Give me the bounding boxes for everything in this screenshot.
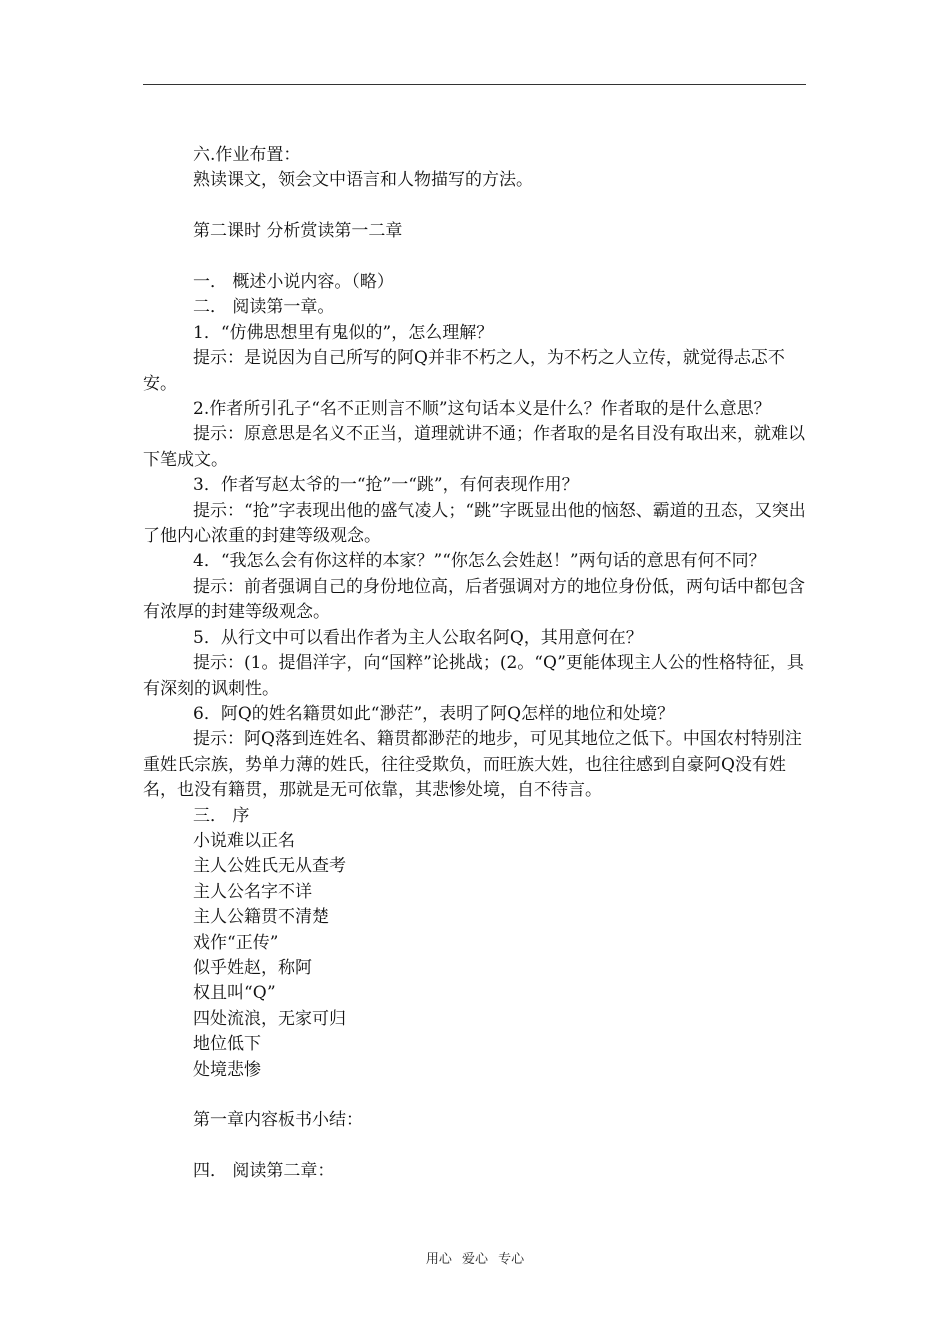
answer-5: 提示：(1。提倡洋字，向“国粹”论挑战；(2。“Q”更能体现主人公的性格特征，具有深刻的讽刺性。 bbox=[143, 653, 804, 699]
outline-line: 地位低下 bbox=[193, 1034, 261, 1055]
question-2: 2.作者所引孔子“名不正则言不顺”这句话本义是什么？作者取的是什么意思？ bbox=[193, 399, 771, 420]
question-5: 5．从行文中可以看出作者为主人公取名阿Q，其用意何在？ bbox=[193, 627, 643, 648]
part-heading-2: 二． 阅读第一章。 bbox=[193, 297, 335, 318]
question-4: 4．“我怎么会有你这样的本家？”“你怎么会姓赵！”两句话的意思有何不同？ bbox=[193, 551, 766, 572]
lesson-title: 第二课时 分析赏读第一二章 bbox=[193, 221, 403, 242]
section-heading: 六.作业布置： bbox=[193, 145, 301, 165]
outline-line: 主人公籍贯不清楚 bbox=[193, 907, 329, 928]
outline-line: 权且叫“Q” bbox=[193, 983, 276, 1004]
part-heading-4: 四． 阅读第二章： bbox=[193, 1161, 335, 1182]
question-3: 3．作者写赵太爷的一“抢”一“跳”，有何表现作用？ bbox=[193, 475, 579, 496]
document-body bbox=[143, 143, 807, 1185]
outline-line: 处境悲惨 bbox=[193, 1059, 261, 1080]
section-text: 熟读课文，领会文中语言和人物描写的方法。 bbox=[193, 170, 533, 191]
part-heading-1: 一． 概述小说内容。（略） bbox=[193, 272, 394, 292]
outline-line: 四处流浪，无家可归 bbox=[193, 1008, 346, 1029]
outline-line: 似乎姓赵，称阿 bbox=[193, 957, 312, 978]
answer-4: 提示：前者强调自己的身份地位高，后者强调对方的地位身份低，两句话中都包含有浓厚的封建等级观念。 bbox=[143, 576, 805, 623]
part-heading-3: 三． 序 bbox=[193, 805, 250, 826]
answer-1: 提示：是说因为自己所写的阿Q并非不朽之人，为不朽之人立传，就觉得忐忑不安。 bbox=[143, 348, 785, 394]
outline-line: 戏作“正传” bbox=[193, 932, 279, 953]
answer-3: 提示：“抢”字表现出他的盛气凌人；“跳”字既显出他的恼怒、霸道的丑态，又突出了他内心浓重的封建等级观念。 bbox=[143, 500, 806, 547]
page-footer: 用心 爱心 专心 bbox=[425, 1252, 525, 1267]
outline-line: 小说难以正名 bbox=[193, 830, 295, 851]
answer-2: 提示：原意思是名义不正当，道理就讲不通；作者取的是名目没有取出来，就难以下笔成文。 bbox=[143, 424, 805, 470]
answer-6: 提示：阿Q落到连姓名、籍贯都渺茫的地步，可见其地位之低下。中国农村特别注重姓氏宗族，势单力薄的姓氏，往往受欺负，而旺族大姓，也往往感到自豪阿Q没有姓名，也没有籍贯，那就是无可依靠，其悲惨处境，自不待言。 bbox=[143, 729, 802, 801]
header-rule bbox=[143, 84, 806, 85]
question-1: 1．“仿佛思想里有鬼似的”，怎么理解？ bbox=[193, 322, 494, 343]
question-6: 6．阿Q的姓名籍贯如此“渺茫”，表明了阿Q怎样的地位和处境？ bbox=[193, 703, 675, 724]
outline-line: 主人公名字不详 bbox=[193, 881, 312, 902]
summary-label: 第一章内容板书小结： bbox=[193, 1110, 363, 1131]
outline-line: 主人公姓氏无从查考 bbox=[193, 856, 346, 877]
